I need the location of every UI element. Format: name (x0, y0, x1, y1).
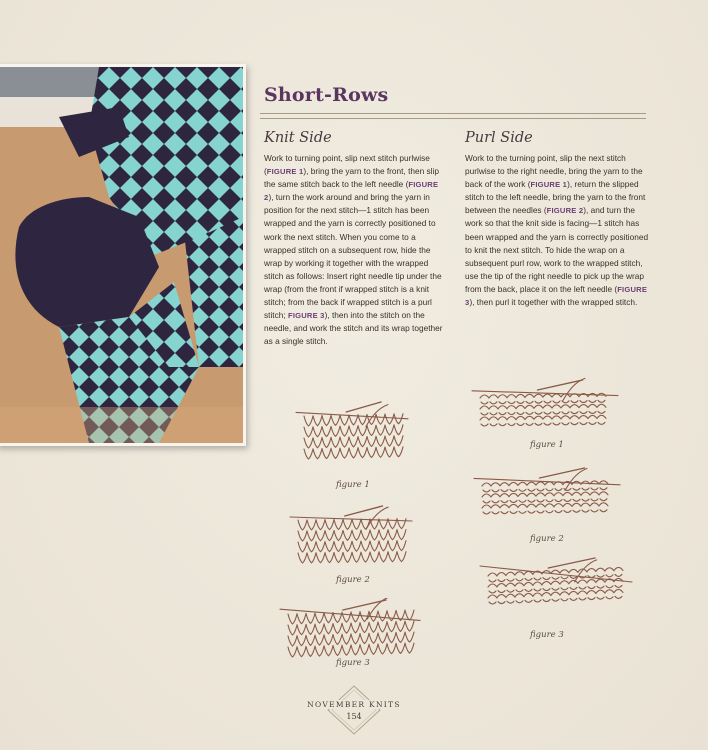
paragraph-text: ), and turn the work so that the knit side is facing—1 stitch has been wrapped and the yarn is correctly positioned to knit the next stitch. To hide the wrap on a subsequent purl row, work to the wrapped stitch, use the tip of the right needle to pick up the wrap from the back, place it on the left needle ( (465, 205, 649, 294)
figure-reference: FIGURE 3 (287, 311, 325, 321)
paragraph-text: ), return the slipped stitch to the left needle, bring the yarn to the front between the needles ( (465, 179, 646, 216)
paragraph-text: ), bring the yarn to the front, then slip the same stitch back to the left needle ( (264, 166, 439, 190)
knit-figure-2 (288, 504, 414, 576)
purl-side-text (465, 152, 651, 309)
knit-figure-3 (278, 598, 422, 658)
book-title: NOVEMBER KNITS (302, 700, 406, 709)
stitch-lines (472, 378, 618, 426)
knit-figure-2-caption: figure 2 (336, 575, 370, 585)
paragraph-text: Work to turning point, slip next stitch purlwise ( (264, 153, 430, 177)
page-footer (302, 684, 406, 736)
title-rule (260, 113, 646, 119)
figure-reference: FIGURE 1 (530, 180, 568, 190)
stitch-lines (480, 558, 632, 604)
purl-figure-3 (478, 556, 634, 630)
stitch-lines (474, 468, 620, 514)
diamond-ornament (302, 684, 406, 736)
purl-figure-2-caption: figure 2 (530, 534, 564, 544)
figure-reference: FIGURE 3 (465, 284, 648, 308)
page-number: 154 (346, 712, 362, 721)
knit-figure-3-caption: figure 3 (336, 658, 370, 668)
figure-reference: FIGURE 2 (546, 206, 584, 216)
knit-side-heading: Knit Side (264, 130, 332, 146)
figure-reference: FIGURE 2 (264, 180, 439, 203)
figure-reference: FIGURE 1 (266, 167, 304, 177)
knit-side-text (264, 152, 448, 348)
knit-figure-1-caption: figure 1 (336, 480, 370, 490)
purl-figure-2 (472, 466, 622, 536)
section-title: Short-Rows (264, 84, 389, 106)
purl-figure-3-caption: figure 3 (530, 630, 564, 640)
paragraph-text: Work to the turning point, slip the next stitch purlwise to the right needle, bring the yarn to the back of the work ( (465, 153, 643, 190)
stitch-lines (290, 506, 412, 563)
purl-figure-1-caption: figure 1 (530, 440, 564, 450)
purl-side-heading: Purl Side (465, 130, 533, 146)
purl-figure-1 (470, 378, 620, 442)
knit-figure-1 (294, 400, 410, 476)
paragraph-text: ), then into the stitch on the needle, and work the stitch and its wrap together as a single stitch. (264, 310, 443, 347)
stitch-lines (296, 402, 408, 459)
stitch-lines (280, 598, 420, 657)
paragraph-text: ), then purl it together with the wrapped stitch. (469, 297, 638, 308)
sock-photo (0, 64, 246, 446)
paragraph-text: ), turn the work around and bring the yarn in position for the next stitch—1 stitch has been wrapped and the yarn is correctly positioned to work the next stitch. When you come to a wrapped stitch on a subsequent row, hide the wrap by working it together with the wrapped stitch as follows: Insert right needle tip under the wrap (from the front if wrapped stitch is a knit stitch; from the back if wrapped stitch is a purl stitch; (264, 192, 442, 321)
